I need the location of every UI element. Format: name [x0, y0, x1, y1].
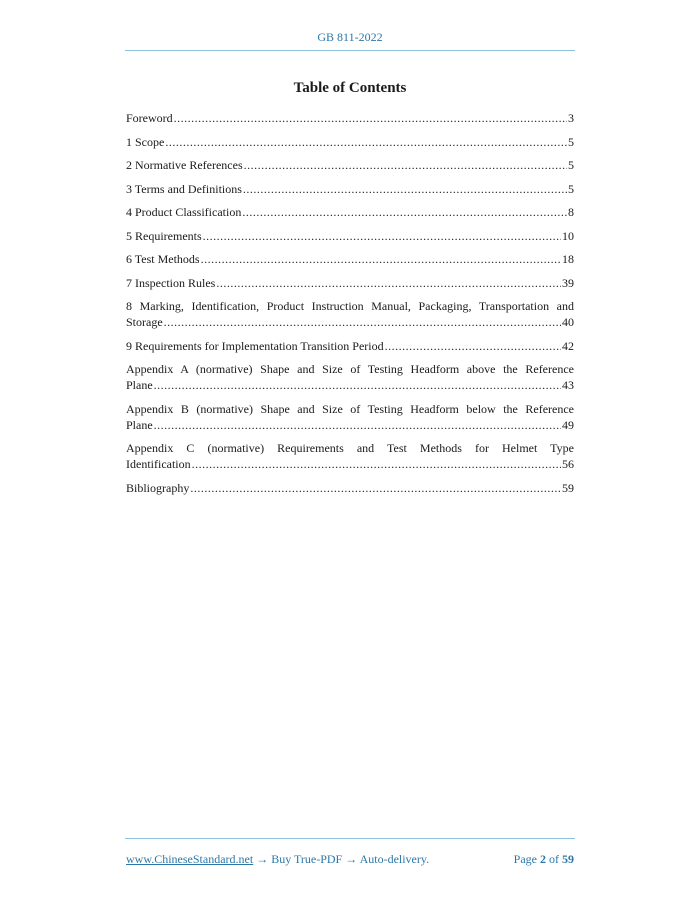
toc-entry[interactable]: [126, 157, 574, 173]
toc-entry[interactable]: [126, 110, 574, 126]
toc-entry-line: [126, 377, 574, 393]
toc-entry-line: [126, 275, 574, 291]
toc-entry-line: [126, 251, 574, 267]
toc-entry-label-line: Appendix C (normative) Requirements and Test Methods for Helmet Type: [126, 441, 574, 455]
toc-entry-page: 3: [568, 111, 574, 125]
page-number: [514, 852, 574, 867]
toc-entry-line: [126, 456, 574, 472]
toc-dot-leader: [174, 110, 567, 126]
toc-entry-line: [126, 480, 574, 496]
toc-entry[interactable]: [126, 338, 574, 354]
toc-entry-page: 5: [568, 181, 574, 196]
toc-entry-label: 7 Inspection Rules: [126, 275, 216, 290]
toc-dot-leader: [154, 417, 561, 433]
toc-entry-label: 2 Normative References: [126, 158, 243, 172]
toc-dot-leader: [385, 338, 561, 354]
page-prefix: Page: [513, 852, 540, 866]
toc-entry-label: 3 Terms and Definitions: [126, 181, 242, 196]
toc-entry[interactable]: [126, 275, 574, 291]
toc-entry-page: 39: [562, 275, 574, 290]
toc-entry[interactable]: [126, 251, 574, 267]
toc-dot-leader: [244, 157, 567, 173]
page-of: of: [546, 852, 562, 866]
current-page: 2: [540, 852, 546, 866]
toc-entry[interactable]: [126, 361, 574, 393]
toc-dot-leader: [216, 275, 561, 291]
toc-dot-leader: [192, 456, 561, 472]
toc-entry-page: 5: [568, 158, 574, 172]
toc-entry-label: Plane: [126, 417, 153, 432]
toc-entry-page: 43: [562, 378, 574, 392]
toc-entry-label: 1 Scope: [126, 134, 165, 149]
toc-entry-line: [126, 134, 574, 150]
toc-entry[interactable]: [126, 134, 574, 150]
toc-entry-page: 5: [568, 134, 574, 149]
toc-dot-leader: [203, 228, 561, 244]
toc-entry-line: [126, 204, 574, 220]
toc-entry-page: 40: [562, 315, 574, 329]
total-pages: 59: [562, 852, 574, 866]
header-divider: [125, 50, 575, 51]
toc-entry-label: Bibliography: [126, 480, 190, 495]
footer-promo: [126, 852, 429, 867]
toc-entry-label-line: Appendix B (normative) Shape and Size of Testing Headform below the Reference: [126, 401, 574, 416]
toc-entry-label: Plane: [126, 378, 153, 392]
toc-entry-line: [126, 314, 574, 330]
toc-entry-page: 42: [562, 338, 574, 353]
toc-entry-page: 59: [562, 480, 574, 495]
toc-entry-label: 6 Test Methods: [126, 252, 200, 266]
toc-entry-page: 10: [562, 228, 574, 243]
toc-entry-page: 49: [562, 417, 574, 432]
toc-entry-label-line: 8 Marking, Identification, Product Instruction Manual, Packaging, Transportation and: [126, 299, 574, 313]
toc-entry[interactable]: [126, 298, 574, 330]
toc-entry-line: [126, 157, 574, 173]
toc-entry-label: Identification: [126, 457, 191, 471]
table-of-contents: [126, 110, 574, 503]
toc-entry-line: [126, 181, 574, 197]
toc-entry[interactable]: [126, 401, 574, 433]
toc-entry[interactable]: [126, 480, 574, 496]
toc-dot-leader: [164, 314, 561, 330]
toc-dot-leader: [154, 377, 561, 393]
toc-entry-line: [126, 110, 574, 126]
toc-dot-leader: [165, 134, 567, 150]
toc-dot-leader: [243, 181, 567, 197]
toc-entry[interactable]: [126, 440, 574, 472]
toc-entry[interactable]: [126, 181, 574, 197]
toc-entry-page: 8: [568, 205, 574, 219]
toc-entry-line: [126, 338, 574, 354]
toc-entry-label: 4 Product Classification: [126, 205, 242, 219]
toc-dot-leader: [242, 204, 567, 220]
footer-divider: [125, 838, 575, 839]
promo-text: → Buy True-PDF → Auto-delivery.: [253, 852, 430, 866]
toc-entry-label: 9 Requirements for Implementation Transition Period: [126, 338, 384, 353]
page-title: Table of Contents: [293, 80, 407, 96]
toc-entry-line: [126, 228, 574, 244]
toc-entry-page: 56: [562, 457, 574, 471]
toc-dot-leader: [190, 480, 561, 496]
document-code-header: GB 811-2022: [317, 30, 383, 44]
website-link[interactable]: www.ChineseStandard.net: [126, 852, 254, 866]
toc-entry[interactable]: [126, 204, 574, 220]
toc-entry-label-line: Appendix A (normative) Shape and Size of Testing Headform above the Reference: [126, 362, 574, 376]
toc-dot-leader: [201, 251, 561, 267]
toc-entry-line: [126, 417, 574, 433]
toc-entry-label: 5 Requirements: [126, 228, 202, 243]
toc-entry-label: Foreword: [126, 111, 173, 125]
toc-entry[interactable]: [126, 228, 574, 244]
toc-entry-page: 18: [562, 252, 574, 266]
toc-entry-label: Storage: [126, 315, 163, 329]
